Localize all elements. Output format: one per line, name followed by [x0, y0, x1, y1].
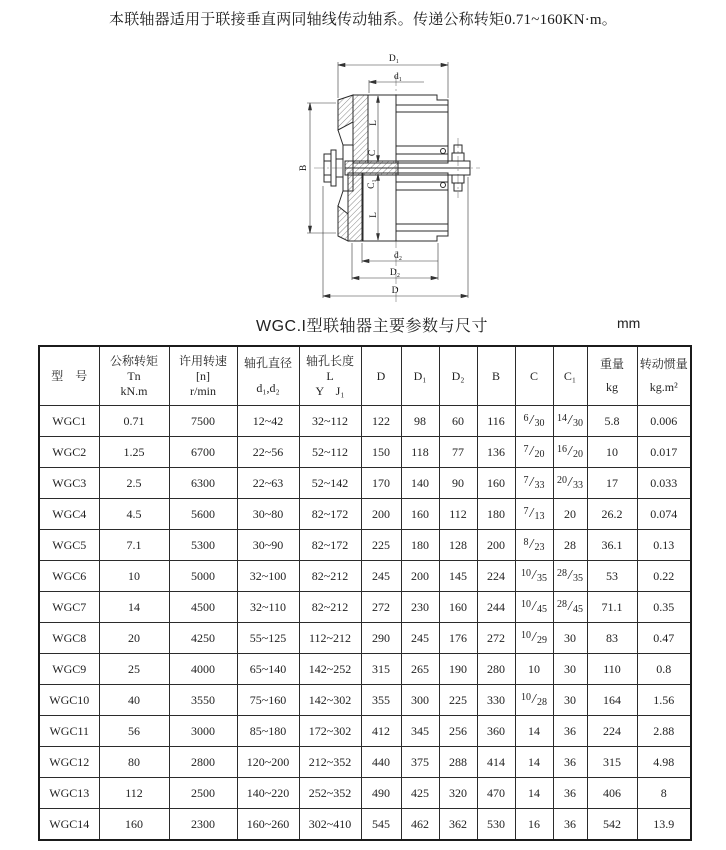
table-row: [39, 561, 691, 592]
table-row: [39, 809, 691, 841]
table-cell: 0.006: [637, 406, 691, 437]
table-cell: 36: [553, 809, 587, 841]
table-cell: 3550: [169, 685, 237, 716]
table-cell: 14: [515, 747, 553, 778]
table-cell: 142~252: [299, 654, 361, 685]
table-cell: 2500: [169, 778, 237, 809]
table-row: [39, 654, 691, 685]
speed-line1: 许用转速: [178, 353, 227, 368]
table-cell: WGC5: [39, 530, 99, 561]
col-header-model-label: 型 号: [51, 368, 88, 383]
table-row: [39, 406, 691, 437]
table-cell: 245: [361, 561, 401, 592]
table-cell: 2.5: [99, 468, 169, 499]
table-cell: 414: [477, 747, 515, 778]
table-cell: WGC13: [39, 778, 99, 809]
col-header-D: D: [361, 346, 401, 406]
len-line1: 轴孔长度: [305, 353, 354, 368]
table-cell: 302~410: [299, 809, 361, 841]
table-cell: WGC8: [39, 623, 99, 654]
coupling-cross-section-svg: [228, 50, 518, 308]
table-row: [39, 716, 691, 747]
table-cell: $^{28}$/45: [553, 592, 587, 623]
table-cell: 36.1: [587, 530, 637, 561]
table-cell: 80: [99, 747, 169, 778]
table-cell: WGC9: [39, 654, 99, 685]
dim-label-D2: D₂: [389, 268, 401, 278]
table-row: [39, 437, 691, 468]
table-cell: 82~212: [299, 592, 361, 623]
table-cell: $^6$/30: [515, 406, 553, 437]
table-cell: 85~180: [237, 716, 299, 747]
table-cell: 32~110: [237, 592, 299, 623]
table-cell: 71.1: [587, 592, 637, 623]
table-cell: 140: [401, 468, 439, 499]
coupling-drawing: [228, 50, 518, 308]
table-cell: 176: [439, 623, 477, 654]
table-cell: 82~212: [299, 561, 361, 592]
table-cell: 412: [361, 716, 401, 747]
intro-text: 本联轴器适用于联接垂直两同轴线传动轴系。传递公称转矩0.71~160KN·m。: [109, 12, 617, 28]
table-cell: 288: [439, 747, 477, 778]
table-cell: 315: [361, 654, 401, 685]
table-cell: 164: [587, 685, 637, 716]
table-cell: 32~112: [299, 406, 361, 437]
table-cell: 10: [587, 437, 637, 468]
table-cell: 13.9: [637, 809, 691, 841]
torque-line1: 公称转矩: [109, 353, 158, 368]
table-cell: WGC12: [39, 747, 99, 778]
table-cell: 224: [587, 716, 637, 747]
table-cell: 65~140: [237, 654, 299, 685]
table-cell: 0.71: [99, 406, 169, 437]
table-cell: 355: [361, 685, 401, 716]
table-cell: 190: [439, 654, 477, 685]
table-cell: 22~56: [237, 437, 299, 468]
table-cell: 225: [361, 530, 401, 561]
table-cell: WGC2: [39, 437, 99, 468]
table-cell: 10: [515, 654, 553, 685]
table-cell: WGC11: [39, 716, 99, 747]
table-cell: 82~172: [299, 530, 361, 561]
table-cell: 98: [401, 406, 439, 437]
table-cell: 0.074: [637, 499, 691, 530]
torque-line2: Tn: [127, 368, 141, 383]
torque-line3: kN.m: [120, 383, 148, 398]
table-cell: 0.8: [637, 654, 691, 685]
table-cell: $^{10}$/28: [515, 685, 553, 716]
table-cell: 7500: [169, 406, 237, 437]
unit-label: mm: [617, 315, 641, 331]
table-header: [39, 346, 691, 406]
table-body: [39, 406, 691, 841]
table-row: [39, 530, 691, 561]
table-cell: WGC6: [39, 561, 99, 592]
table-cell: 30~90: [237, 530, 299, 561]
table-cell: 0.22: [637, 561, 691, 592]
table-cell: 0.033: [637, 468, 691, 499]
table-cell: 225: [439, 685, 477, 716]
dim-label-D1: D₁: [388, 54, 400, 64]
table-cell: 20: [553, 499, 587, 530]
table-cell: 3000: [169, 716, 237, 747]
table-cell: 200: [401, 561, 439, 592]
table-cell: WGC4: [39, 499, 99, 530]
table-cell: $^{16}$/20: [553, 437, 587, 468]
col-header-C1: C₁: [553, 346, 587, 406]
table-cell: 55~125: [237, 623, 299, 654]
col-header-C: C: [515, 346, 553, 406]
table-title-row: [0, 313, 726, 337]
table-cell: 542: [587, 809, 637, 841]
table-cell: 490: [361, 778, 401, 809]
table-cell: 28: [553, 530, 587, 561]
table-cell: 10: [99, 561, 169, 592]
table-cell: 56: [99, 716, 169, 747]
parameters-table: [38, 345, 692, 841]
table-cell: 272: [361, 592, 401, 623]
table-cell: 406: [587, 778, 637, 809]
table-cell: $^{14}$/30: [553, 406, 587, 437]
table-cell: $^7$/20: [515, 437, 553, 468]
table-cell: 6300: [169, 468, 237, 499]
table-cell: 4000: [169, 654, 237, 685]
table-cell: $^{10}$/35: [515, 561, 553, 592]
table-cell: 345: [401, 716, 439, 747]
table-cell: 252~352: [299, 778, 361, 809]
table-cell: 360: [477, 716, 515, 747]
table-cell: 122: [361, 406, 401, 437]
table-cell: 170: [361, 468, 401, 499]
table-cell: 180: [477, 499, 515, 530]
table-cell: 30: [553, 654, 587, 685]
len-line2: L: [326, 368, 334, 383]
table-cell: 5600: [169, 499, 237, 530]
table-row: [39, 747, 691, 778]
dim-label-d2: d₂: [393, 251, 403, 261]
dim-label-d1: d₁: [393, 72, 403, 82]
table-cell: 112: [439, 499, 477, 530]
table-cell: 256: [439, 716, 477, 747]
weight-line2: kg: [606, 380, 618, 394]
table-cell: 200: [361, 499, 401, 530]
table-cell: 4.5: [99, 499, 169, 530]
col-header-torque: [99, 346, 169, 406]
table-row: [39, 685, 691, 716]
table-cell: 180: [401, 530, 439, 561]
table-cell: $^7$/13: [515, 499, 553, 530]
table-cell: WGC1: [39, 406, 99, 437]
table-cell: $^{28}$/35: [553, 561, 587, 592]
table-cell: 36: [553, 778, 587, 809]
bore-line1: 轴孔直径: [243, 356, 292, 370]
table-cell: 160: [401, 499, 439, 530]
col-header-D2: D₂: [439, 346, 477, 406]
table-cell: 90: [439, 468, 477, 499]
table-cell: 0.13: [637, 530, 691, 561]
table-cell: 26.2: [587, 499, 637, 530]
table-cell: 212~352: [299, 747, 361, 778]
table-cell: 17: [587, 468, 637, 499]
table-cell: 440: [361, 747, 401, 778]
table-cell: WGC7: [39, 592, 99, 623]
table-cell: 32~100: [237, 561, 299, 592]
table-cell: 16: [515, 809, 553, 841]
table-cell: 30: [553, 685, 587, 716]
table-cell: 75~160: [237, 685, 299, 716]
table-cell: 1.56: [637, 685, 691, 716]
table-cell: 14: [99, 592, 169, 623]
table-cell: 0.017: [637, 437, 691, 468]
table-cell: 245: [401, 623, 439, 654]
len-line3: Y J₁: [315, 383, 345, 398]
table-cell: 30~80: [237, 499, 299, 530]
table-cell: 462: [401, 809, 439, 841]
table-cell: 375: [401, 747, 439, 778]
table-cell: WGC3: [39, 468, 99, 499]
table-cell: 77: [439, 437, 477, 468]
table-cell: 136: [477, 437, 515, 468]
table-cell: 280: [477, 654, 515, 685]
col-header-bore-diameter: [237, 346, 299, 406]
dim-label-L-top: L: [369, 120, 379, 126]
table-row: [39, 499, 691, 530]
col-header-bore-length: [299, 346, 361, 406]
inertia-line1: 转动惯量: [639, 357, 688, 371]
table-cell: 83: [587, 623, 637, 654]
header-row: [39, 346, 691, 406]
table-cell: 22~63: [237, 468, 299, 499]
table-cell: 362: [439, 809, 477, 841]
table-cell: 224: [477, 561, 515, 592]
dim-label-C1: C₁: [367, 179, 377, 189]
col-header-speed: [169, 346, 237, 406]
table-cell: 315: [587, 747, 637, 778]
table-cell: 160~260: [237, 809, 299, 841]
table-cell: 142~302: [299, 685, 361, 716]
table-cell: WGC14: [39, 809, 99, 841]
table-cell: 8: [637, 778, 691, 809]
table-cell: 14: [515, 778, 553, 809]
table-cell: 4.98: [637, 747, 691, 778]
table-cell: 5300: [169, 530, 237, 561]
table-cell: 272: [477, 623, 515, 654]
col-header-B: B: [477, 346, 515, 406]
table-cell: 2800: [169, 747, 237, 778]
table-cell: 110: [587, 654, 637, 685]
table-cell: 300: [401, 685, 439, 716]
table-cell: 1.25: [99, 437, 169, 468]
table-cell: 0.47: [637, 623, 691, 654]
table-cell: 36: [553, 747, 587, 778]
table-cell: 2300: [169, 809, 237, 841]
col-header-model: [39, 346, 99, 406]
bore-line2: d₁,d₂: [256, 381, 280, 395]
col-header-weight: [587, 346, 637, 406]
speed-line3: r/min: [190, 383, 216, 398]
col-header-D1: D₁: [401, 346, 439, 406]
table-cell: 118: [401, 437, 439, 468]
col-header-inertia: [637, 346, 691, 406]
table-cell: 7.1: [99, 530, 169, 561]
table-cell: 160: [477, 468, 515, 499]
table-cell: 5.8: [587, 406, 637, 437]
dim-label-L-bottom: L: [369, 212, 379, 218]
table-cell: 4500: [169, 592, 237, 623]
table-row: [39, 623, 691, 654]
dim-label-D: D: [391, 286, 399, 296]
table-cell: 470: [477, 778, 515, 809]
table-cell: 52~142: [299, 468, 361, 499]
table-cell: 116: [477, 406, 515, 437]
dim-label-B: B: [299, 164, 309, 172]
table-cell: $^{10}$/45: [515, 592, 553, 623]
table-row: [39, 778, 691, 809]
table-cell: 2.88: [637, 716, 691, 747]
table-cell: 12~42: [237, 406, 299, 437]
table-cell: 20: [99, 623, 169, 654]
table-cell: 244: [477, 592, 515, 623]
table-cell: 172~302: [299, 716, 361, 747]
table-cell: 160: [99, 809, 169, 841]
table-cell: 82~172: [299, 499, 361, 530]
table-title: WGC.I型联轴器主要参数与尺寸: [256, 318, 488, 335]
table-cell: 112: [99, 778, 169, 809]
table-cell: 53: [587, 561, 637, 592]
table-cell: 200: [477, 530, 515, 561]
table-cell: $^{20}$/33: [553, 468, 587, 499]
table-cell: 320: [439, 778, 477, 809]
table-cell: 145: [439, 561, 477, 592]
weight-line1: 重量: [599, 357, 624, 371]
table-cell: 120~200: [237, 747, 299, 778]
table-cell: 128: [439, 530, 477, 561]
table-cell: 5000: [169, 561, 237, 592]
table-row: [39, 592, 691, 623]
table-row: [39, 468, 691, 499]
table-cell: 425: [401, 778, 439, 809]
inertia-line2: kg.m²: [649, 380, 678, 394]
table-cell: 150: [361, 437, 401, 468]
table-cell: 30: [553, 623, 587, 654]
table-cell: 230: [401, 592, 439, 623]
table-cell: 25: [99, 654, 169, 685]
table-cell: 4250: [169, 623, 237, 654]
table-cell: 0.35: [637, 592, 691, 623]
dim-label-C: C: [368, 149, 378, 157]
speed-line2: [n]: [196, 368, 210, 383]
table-cell: $^7$/33: [515, 468, 553, 499]
table-cell: 112~212: [299, 623, 361, 654]
table-cell: 6700: [169, 437, 237, 468]
table-cell: 60: [439, 406, 477, 437]
table-cell: 545: [361, 809, 401, 841]
table-cell: 52~112: [299, 437, 361, 468]
table-cell: 330: [477, 685, 515, 716]
table-cell: $^{10}$/29: [515, 623, 553, 654]
table-cell: 160: [439, 592, 477, 623]
table-cell: 36: [553, 716, 587, 747]
table-cell: 530: [477, 809, 515, 841]
table-cell: 40: [99, 685, 169, 716]
table-cell: 140~220: [237, 778, 299, 809]
table-cell: 265: [401, 654, 439, 685]
table-cell: 290: [361, 623, 401, 654]
table-cell: $^8$/23: [515, 530, 553, 561]
table-cell: WGC10: [39, 685, 99, 716]
table-cell: 14: [515, 716, 553, 747]
